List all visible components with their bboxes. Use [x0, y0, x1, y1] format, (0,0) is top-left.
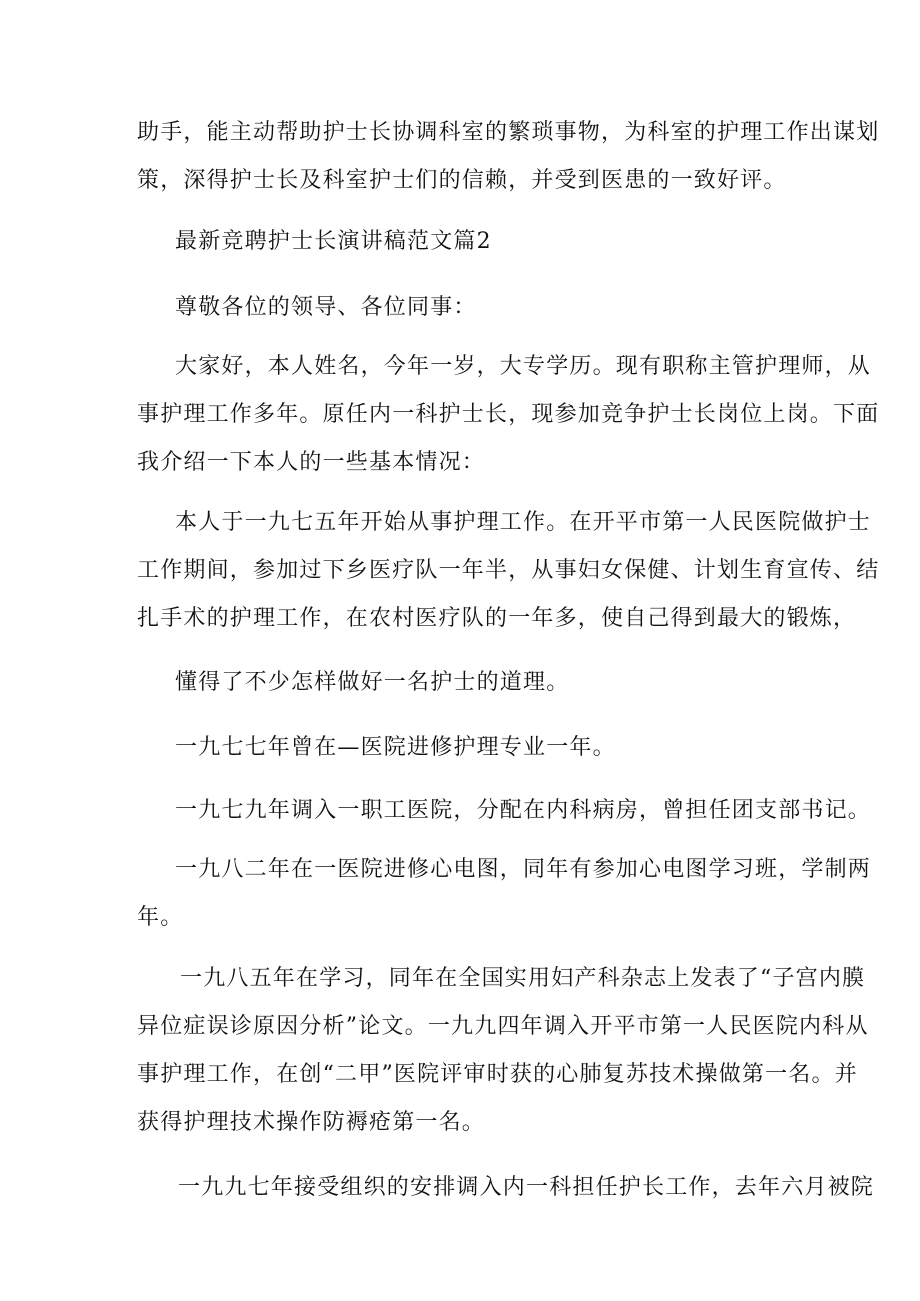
- text-line: 大家好，本人姓名，今年一岁，大专学历。现有职称主管护理师，从: [175, 354, 872, 379]
- text-line: 一九九七年接受组织的安排调入内一科担任护长工作，去年六月被院: [178, 1175, 875, 1200]
- text-line: 扎手术的护理工作，在农村医疗队的一年多，使自己得到最大的锻炼，: [137, 606, 857, 631]
- text-line: 一九七九年调入一职工医院，分配在内科病房，曾担任团支部书记。: [175, 798, 872, 823]
- text-line: 最新竞聘护士长演讲稿范文篇2: [175, 229, 492, 254]
- text-line: 年。: [137, 905, 184, 930]
- text-line: 助手，能主动帮助护士长协调科室的繁琐事物，为科室的护理工作出谋划: [137, 120, 880, 145]
- text-line: 一九八五年在学习，同年在全国实用妇产科杂志上发表了“子宫内膜: [180, 966, 866, 991]
- text-line: 获得护理技术操作防褥疮第一名。: [137, 1110, 486, 1135]
- text-line: 事护理工作多年。原任内一科护士长，现参加竞争护士长岗位上岗。下面: [137, 402, 880, 427]
- text-line: 本人于一九七五年开始从事护理工作。在开平市第一人民医院做护士: [175, 510, 872, 535]
- text-line: 工作期间，参加过下乡医疗队一年半，从事妇女保健、计划生育宣传、结: [137, 558, 880, 583]
- text-line: 异位症误诊原因分析”论文。一九九四年调入开平市第一人民医院内科从: [137, 1014, 869, 1039]
- text-line: 我介绍一下本人的一些基本情况：: [137, 450, 486, 475]
- text-line: 尊敬各位的领导、各位同事：: [175, 295, 477, 320]
- text-line: 懂得了不少怎样做好一名护士的道理。: [175, 670, 570, 695]
- text-line: 事护理工作，在创“二甲”医院评审时获的心肺复苏技术操做第一名。并: [137, 1062, 858, 1087]
- text-line: 策，深得护士长及科室护士们的信赖，并受到医患的一致好评。: [137, 168, 787, 193]
- text-line: 一九八二年在一医院进修心电图，同年有参加心电图学习班，学制两: [175, 857, 872, 882]
- text-line: 一九七七年曾在—医院进修护理专业一年。: [175, 735, 616, 760]
